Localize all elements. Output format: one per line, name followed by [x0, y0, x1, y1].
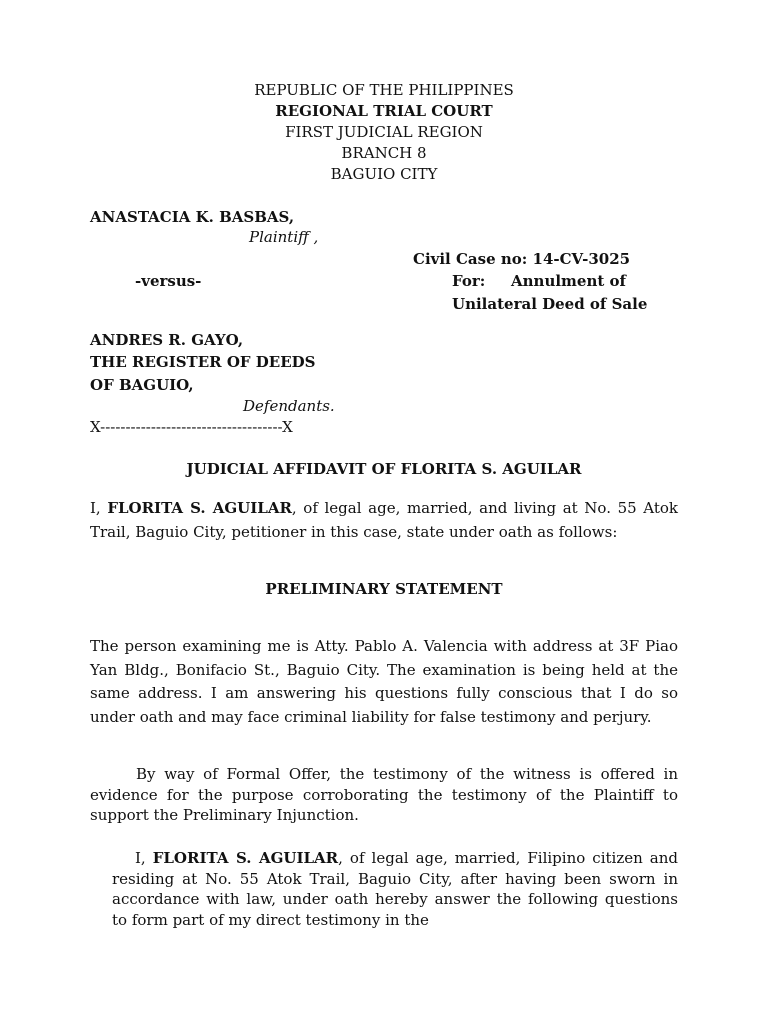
for-label: For: — [452, 272, 486, 290]
testimony-paragraph — [112, 848, 678, 930]
intro-paragraph — [90, 497, 678, 544]
defendant-1: ANDRES R. GAYO, — [90, 331, 244, 349]
intro-rest: , of legal age, married, and living at No. 55 Atok Trail, Baguio City, petitioner in this case, state under oath as follows: — [90, 499, 679, 541]
section-title: PRELIMINARY STATEMENT — [265, 580, 503, 598]
affiant-name: FLORITA S. AGUILAR — [107, 499, 292, 517]
defendant-2: THE REGISTER OF DEEDS — [90, 353, 316, 371]
defendant-3: OF BAGUIO, — [90, 376, 194, 394]
plaintiff-name: ANASTACIA K. BASBAS, — [90, 208, 295, 226]
header-branch: BRANCH 8 — [341, 144, 427, 162]
defendant-role: Defendants. — [243, 397, 335, 415]
case-number: Civil Case no: 14-CV-3025 — [413, 250, 631, 268]
testimony-prefix: I, — [135, 849, 153, 867]
caption-separator: X------------------------------------X — [90, 418, 293, 436]
document-title: JUDICIAL AFFIDAVIT OF FLORITA S. AGUILAR — [186, 460, 582, 478]
header-city: BAGUIO CITY — [330, 165, 438, 183]
testimony-affiant-name: FLORITA S. AGUILAR — [152, 849, 339, 867]
intro-prefix: I, — [90, 499, 108, 517]
formal-offer-paragraph: By way of Formal Offer, the testimony of the witness is offered in evidence for the purpose corroborating the testimony of the Plaintiff to support the Preliminary Injunction. — [90, 765, 678, 824]
header-region: FIRST JUDICIAL REGION — [285, 123, 483, 141]
versus-label: -versus- — [135, 272, 202, 290]
testimony-rest: , of legal age, married, Filipino citizen and residing at No. 55 Atok Trail, Baguio City, after having been sworn in accordance with law, under oath hereby answer the following questions to form part of my direct testimony in the — [112, 849, 679, 929]
preliminary-paragraph: The person examining me is Atty. Pablo A. Valencia with address at 3F Piao Yan Bldg., Bonifacio St., Baguio City. The examination is being held at the same address. I am answering his questions fully conscious that I do so under oath and may face criminal liability for false testimony and perjury. — [90, 637, 678, 726]
header-republic: REPUBLIC OF THE PHILIPPINES — [254, 81, 514, 99]
plaintiff-role: Plaintiff , — [249, 228, 319, 246]
header-court: REGIONAL TRIAL COURT — [275, 102, 493, 120]
case-nature-line2: Unilateral Deed of Sale — [452, 295, 648, 313]
case-nature-line1: Annulment of — [511, 272, 626, 290]
